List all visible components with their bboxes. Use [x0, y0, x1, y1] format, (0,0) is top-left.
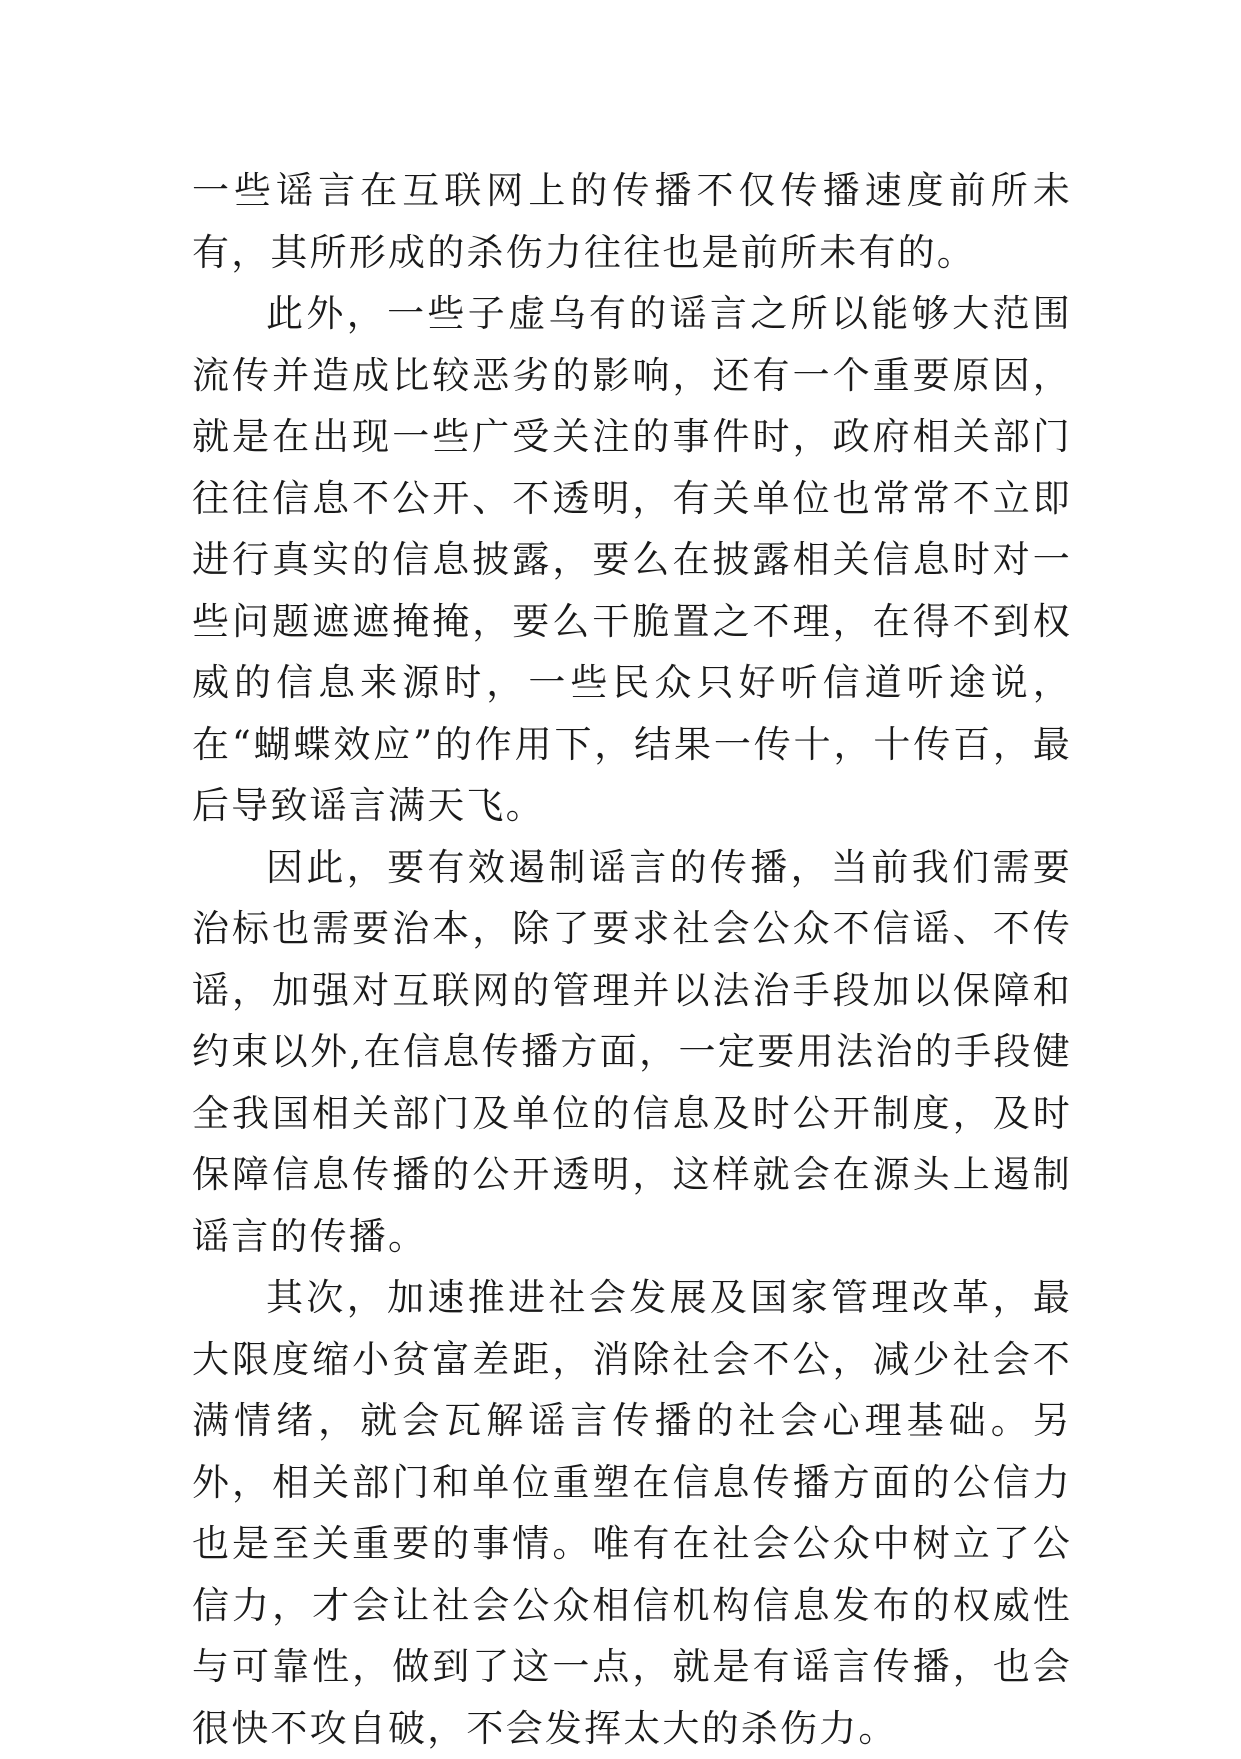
paragraph-3: 因此，要有效遏制谣言的传播，当前我们需要治标也需要治本，除了要求社会公众不信谣、不传谣，加强对互联网的管理并以法治手段加以保障和约束以外,在信息传播方面，一定要用法治的手段健全我国相关部门及单位的信息及时公开制度，及时保障信息传播的公开透明，这样就会在源头上遏制谣言的传播。	[192, 845, 1072, 1258]
paragraph-4: 其次，加速推进社会发展及国家管理改革，最大限度缩小贫富差距，消除社会不公，减少社会不满情绪，就会瓦解谣言传播的社会心理基础。另外，相关部门和单位重塑在信息传播方面的公信力也是至关重要的事情。唯有在社会公众中树立了公信力，才会让社会公众相信机构信息发布的权威性与可靠性，做到了这一点，就是有谣言传播，也会很快不攻自破，不会发挥太大的杀伤力。	[192, 1276, 1072, 1750]
paragraph-2: 此外，一些子虚乌有的谣言之所以能够大范围流传并造成比较恶劣的影响，还有一个重要原因，就是在出现一些广受关注的事件时，政府相关部门往往信息不公开、不透明，有关单位也常常不立即进行真实的信息披露，要么在披露相关信息时对一些问题遮遮掩掩，要么干脆置之不理，在得不到权威的信息来源时，一些民众只好听信道听途说，在“蝴蝶效应”的作用下，结果一传十，十传百，最后导致谣言满天飞。	[192, 292, 1072, 827]
paragraph-1: 一些谣言在互联网上的传播不仅传播速度前所未有，其所形成的杀伤力往往也是前所未有的。	[192, 169, 1072, 274]
document-body	[192, 160, 1072, 1759]
